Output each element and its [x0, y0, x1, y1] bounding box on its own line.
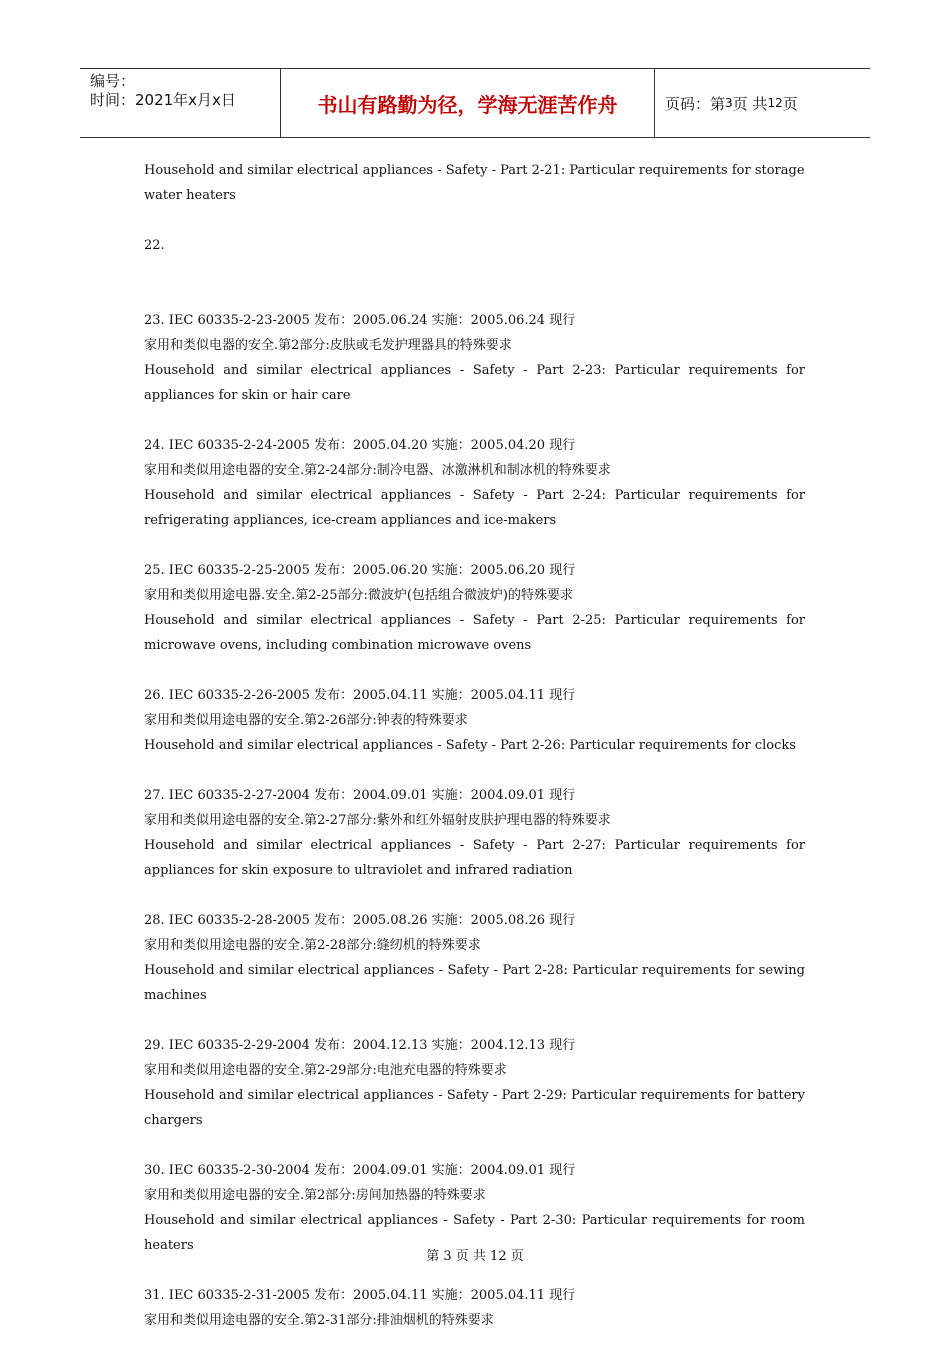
entry-heading: 24. IEC 60335-2-24-2005 发布：2005.04.20 实施：2005.04.20 现行	[144, 438, 576, 453]
entry-title-zh: 家用和类似用途电器的安全.第2-26部分:钟表的特殊要求	[144, 713, 468, 728]
standard-entry	[144, 908, 805, 1008]
entry-heading: 23. IEC 60335-2-23-2005 发布：2005.06.24 实施：2005.06.24 现行	[144, 313, 576, 328]
entry-title-zh	[144, 258, 805, 283]
entry-title-zh: 家用和类似用途电器的安全.第2-27部分:紫外和红外辐射皮肤护理电器的特殊要求	[144, 813, 611, 828]
standard-entry	[144, 1033, 805, 1133]
standard-entry	[144, 233, 805, 283]
page-mid: 页 共	[732, 94, 768, 113]
entry-title-en: Household and similar electrical appliances - Safety - Part 2-29: Particular requirements for battery chargers	[144, 1088, 805, 1128]
entry-title-zh: 家用和类似用途电器的安全.第2部分:房间加热器的特殊要求	[144, 1188, 486, 1203]
entry-heading: 25. IEC 60335-2-25-2005 发布：2005.06.20 实施：2005.06.20 现行	[144, 563, 576, 578]
entry-title-en: Household and similar electrical appliances - Safety - Part 2-26: Particular requirements for clocks	[144, 738, 796, 753]
standard-entry	[144, 683, 805, 758]
page-current: 3	[725, 96, 733, 110]
standard-entry	[144, 308, 805, 408]
entry-title-en: Household and similar electrical appliances - Safety - Part 2-24: Particular requirements for refrigerating appliances, ice-cream appliances and ice-makers	[144, 488, 805, 528]
entry-heading: 27. IEC 60335-2-27-2004 发布：2004.09.01 实施：2004.09.01 现行	[144, 788, 576, 803]
entry-title-en: Household and similar electrical appliances - Safety - Part 2-27: Particular requirements for appliances for skin exposure to ultraviolet and infrared radiation	[144, 838, 805, 878]
page-header	[80, 68, 870, 138]
entry-heading: 28. IEC 60335-2-28-2005 发布：2005.08.26 实施：2005.08.26 现行	[144, 913, 576, 928]
entry-heading: Household and similar electrical appliances - Safety - Part 2-21: Particular requirements for storage water heaters	[144, 163, 805, 203]
document-number-label: 编号：	[90, 72, 136, 90]
entry-title-en: Household and similar electrical appliances - Safety - Part 2-23: Particular requirements for appliances for skin or hair care	[144, 363, 805, 403]
standard-entry	[144, 783, 805, 883]
header-info-cell	[80, 69, 281, 137]
standard-entry	[144, 1283, 805, 1333]
entry-title-zh: 家用和类似用途电器的安全.第2-24部分:制冷电器、冰激淋机和制冰机的特殊要求	[144, 463, 611, 478]
page-suffix: 页	[782, 94, 798, 113]
standard-entry	[144, 158, 805, 208]
entry-title-zh: 家用和类似用途电器.安全.第2-25部分:微波炉(包括组合微波炉)的特殊要求	[144, 588, 573, 603]
page-total: 12	[767, 96, 783, 110]
entry-title-en: Household and similar electrical appliances - Safety - Part 2-28: Particular requirements for sewing machines	[144, 963, 805, 1003]
page-footer: 第 3 页 共 12 页	[426, 1249, 524, 1264]
entry-heading: 31. IEC 60335-2-31-2005 发布：2005.04.11 实施：2005.04.11 现行	[144, 1288, 576, 1303]
standard-entry	[144, 1158, 805, 1258]
entry-title-en: Household and similar electrical appliances - Safety - Part 2-30: Particular requirements for room heaters	[144, 1213, 805, 1253]
page-prefix: 页码：第	[665, 94, 726, 113]
standards-list	[144, 158, 805, 1358]
standard-entry	[144, 433, 805, 533]
standard-entry	[144, 558, 805, 658]
entry-heading: 26. IEC 60335-2-26-2005 发布：2005.04.11 实施：2005.04.11 现行	[144, 688, 576, 703]
entry-heading: 30. IEC 60335-2-30-2004 发布：2004.09.01 实施：2004.09.01 现行	[144, 1163, 576, 1178]
entry-title-en: Household and similar electrical appliances - Safety - Part 2-25: Particular requirements for microwave ovens, including combination microwave ovens	[144, 613, 805, 653]
entry-title-zh: 家用和类似电器的安全.第2部分:皮肤或毛发护理器具的特殊要求	[144, 338, 512, 353]
header-motto: 书山有路勤为径，学海无涯苦作舟	[281, 69, 655, 137]
entry-heading: 29. IEC 60335-2-29-2004 发布：2004.12.13 实施：2004.12.13 现行	[144, 1038, 576, 1053]
entry-heading: 22.	[144, 238, 165, 253]
entry-title-zh: 家用和类似用途电器的安全.第2-31部分:排油烟机的特殊要求	[144, 1313, 494, 1328]
document-time-label: 时间：2021年x月x日	[90, 91, 236, 109]
entry-title-zh: 家用和类似用途电器的安全.第2-29部分:电池充电器的特殊要求	[144, 1063, 507, 1078]
entry-title-zh: 家用和类似用途电器的安全.第2-28部分:缝纫机的特殊要求	[144, 938, 481, 953]
header-page-indicator	[655, 69, 870, 137]
